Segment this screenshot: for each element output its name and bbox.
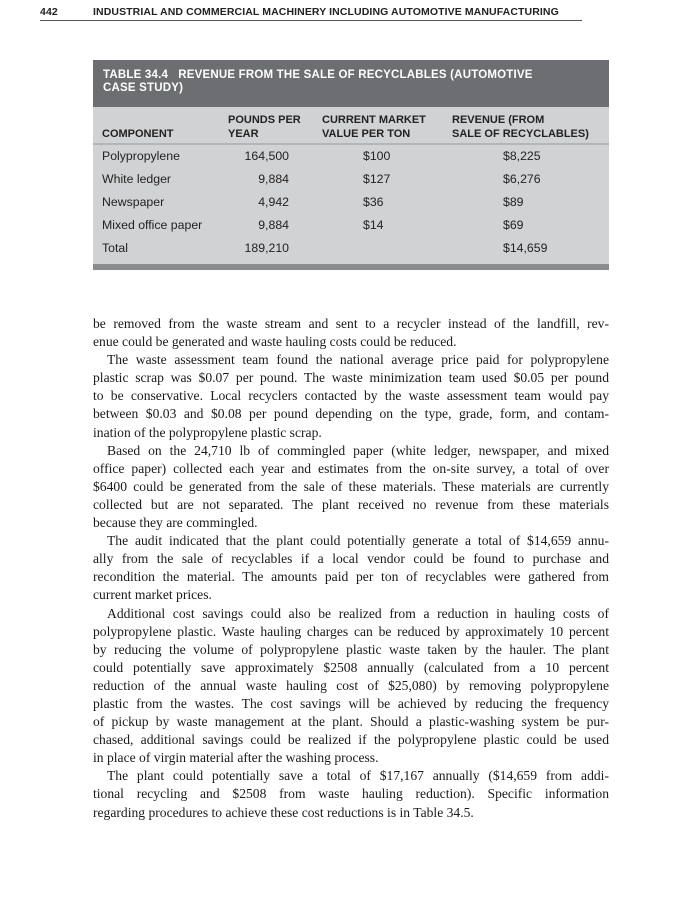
paragraph <box>93 532 609 604</box>
text-line: to be conservative. Local recyclers contacted by the waste assessment team would pay <box>93 388 609 404</box>
cell-revenue: $89 <box>503 195 524 209</box>
text-line: be removed from the waste stream and sent to a recycler instead of the landfill, rev- <box>93 316 609 331</box>
header-revenue: REVENUE (FROM SALE OF RECYCLABLES) <box>452 114 589 140</box>
text-line: by reducing the volume of polypropylene plastic waste taken by the hauler. The plant <box>93 641 609 657</box>
table-row <box>93 214 609 237</box>
cell-component: Mixed office paper <box>102 218 203 232</box>
text-line: enue could be generated and waste hauling costs could be reduced. <box>93 334 457 350</box>
paragraph <box>93 767 609 821</box>
cell-pounds: 164,500 <box>244 149 289 163</box>
text-line: between $0.03 and $0.08 per pound depending on the type, grade, form, and contam- <box>93 406 609 422</box>
table-row <box>93 237 609 260</box>
cell-market-value: $127 <box>363 172 391 186</box>
paragraph <box>93 605 609 768</box>
text-line: in place of virgin material after the washing process. <box>93 750 379 766</box>
cell-market-value: $100 <box>363 149 391 163</box>
text-line: plastic from the wastes. The cost savings will be achieved by reducing the frequency <box>93 695 609 711</box>
text-line: chased, additional savings could be realized if the polypropylene plastic could be used <box>93 732 609 748</box>
cell-component: Polypropylene <box>102 149 180 163</box>
text-line: collected but are not separated. The plant received no revenue from these materials <box>93 496 609 512</box>
table-title-line: CASE STUDY) <box>103 82 184 94</box>
text-line: plastic scrap was $0.07 per pound. The waste minimization team used $0.05 per pound <box>93 370 609 386</box>
table-title-line: TABLE 34.4 REVENUE FROM THE SALE OF RECYCLABLES (AUTOMOTIVE <box>103 69 533 81</box>
text-line: because they are commingled. <box>93 515 258 531</box>
text-line: The plant could potentially save a total of $17,167 annually ($14,659 from addi- <box>107 768 609 784</box>
text-line: ally from the sale of recyclables if a local vendor could be found to purchase and <box>93 551 609 567</box>
cell-pounds: 9,884 <box>258 172 289 186</box>
cell-revenue: $8,225 <box>503 149 541 163</box>
text-line: of pickup by waste management at the plant. Should a plastic-washing system be pur- <box>93 714 609 730</box>
revenue-table <box>93 60 609 270</box>
cell-pounds: 4,942 <box>258 195 289 209</box>
header-pounds-per-year: POUNDS PER YEAR <box>228 114 301 140</box>
text-line: could potentially save approximately $2508 annually (calculated from a 10 percent <box>93 659 609 675</box>
body-text <box>93 315 609 822</box>
header-market-value: CURRENT MARKET VALUE PER TON <box>322 114 426 140</box>
text-line: Based on the 24,710 lb of commingled paper (white ledger, newspaper, and mixed <box>107 442 609 458</box>
paragraph <box>93 315 609 351</box>
text-line: ination of the polypropylene plastic scrap. <box>93 424 322 440</box>
cell-revenue: $14,659 <box>503 241 548 255</box>
cell-component: Total <box>102 241 128 255</box>
table-row <box>93 191 609 214</box>
cell-pounds: 189,210 <box>244 241 289 255</box>
text-line: tional recycling and $2508 from waste hauling reduction). Specific information <box>93 786 609 802</box>
cell-market-value: $14 <box>363 218 384 232</box>
text-line: $6400 could be generated from the sale of these materials. These materials are currently <box>93 478 609 494</box>
cell-market-value: $36 <box>363 195 384 209</box>
table-header-row <box>93 107 609 145</box>
text-line: reduction of the annual waste hauling cost of $25,080) by removing polypropylene <box>93 677 609 693</box>
cell-pounds: 9,884 <box>258 218 289 232</box>
text-line: Additional cost savings could also be realized from a reduction in hauling costs of <box>107 605 609 621</box>
text-line: current market prices. <box>93 587 212 603</box>
cell-revenue: $69 <box>503 218 524 232</box>
table-row <box>93 168 609 191</box>
table-bottom-rule <box>93 264 609 270</box>
running-head <box>40 6 582 21</box>
cell-revenue: $6,276 <box>503 172 541 186</box>
table-title <box>93 60 609 107</box>
text-line: office paper) collected each year and estimates from the on-site survey, a total of over <box>93 460 609 476</box>
text-line: polypropylene plastic. Waste hauling charges can be reduced by approximately 10 percent <box>93 623 609 639</box>
paragraph <box>93 351 609 441</box>
text-line: regarding procedures to achieve these cost reductions is in Table 34.5. <box>93 804 474 820</box>
text-line: recondition the material. The amounts paid per ton of recyclables were gathered from <box>93 569 609 585</box>
cell-component: Newspaper <box>102 195 165 209</box>
text-line: The waste assessment team found the national average price paid for polypropylene <box>107 352 609 368</box>
running-head-title: INDUSTRIAL AND COMMERCIAL MACHINERY INCLUDING AUTOMOTIVE MANUFACTURING <box>93 6 559 18</box>
paragraph <box>93 442 609 532</box>
header-component: COMPONENT <box>102 128 174 140</box>
text-line: The audit indicated that the plant could potentially generate a total of $14,659 annu- <box>107 533 609 549</box>
page-number: 442 <box>40 6 58 18</box>
cell-component: White ledger <box>102 172 172 186</box>
table-row <box>93 145 609 168</box>
